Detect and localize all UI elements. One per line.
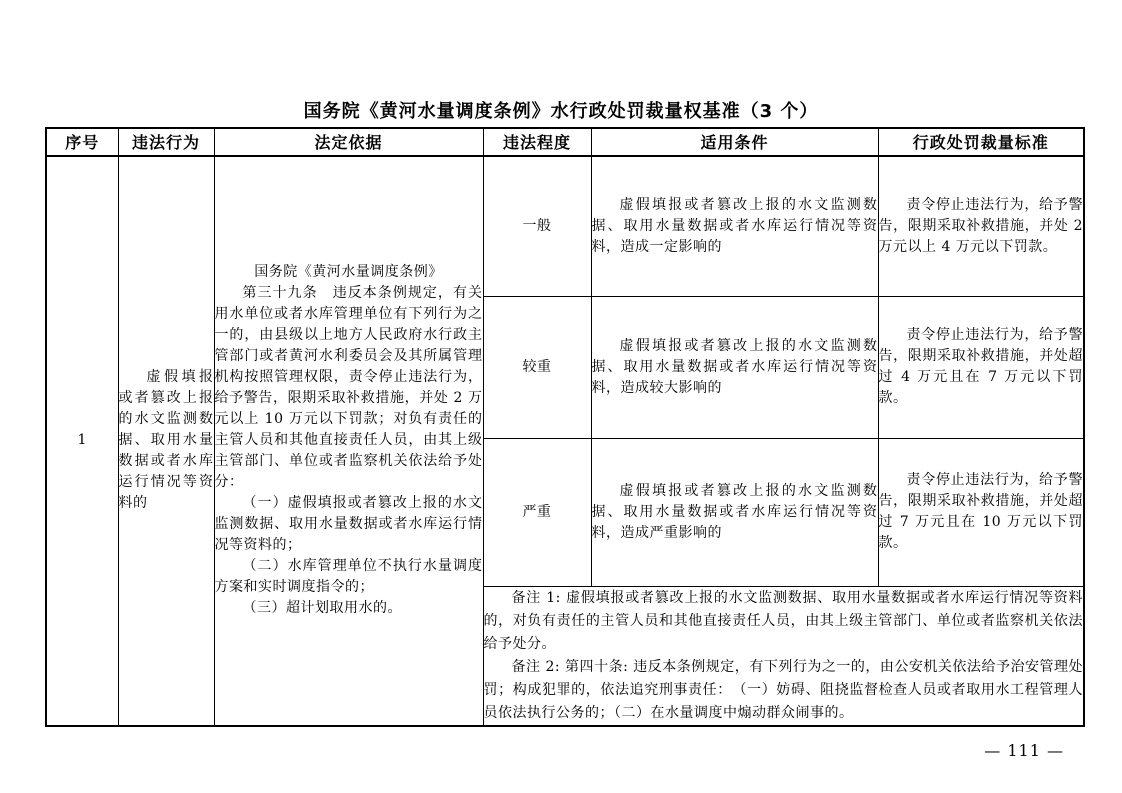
table-header-row xyxy=(46,128,1084,156)
basis-item-1: （一）虚假填报或者篡改上报的水文监测数据、取用水量数据或者水库运行情况等资料的； xyxy=(214,495,483,554)
condition-text-general: 虚假填报或者篡改上报的水文监测数据、取用水量数据或者水库运行情况等资料，造成一定影响的 xyxy=(591,196,878,255)
behavior-text: 虚假填报或者篡改上报的水文监测数据、取用水量数据或者水库运行情况等资料的 xyxy=(118,369,214,512)
page-number: — 111 — xyxy=(984,741,1064,760)
remark-1: 备注 1: 虚假填报或者篡改上报的水文监测数据、取用水量数据或者水库运行情况等资料的，对负有责任的主管人员和其他直接责任人员，由其上级主管部门、单位或者监察机关依法给予处分。 xyxy=(483,589,1083,652)
condition-cell-serious xyxy=(591,438,878,586)
penalty-discretion-table xyxy=(45,127,1085,727)
standard-text-serious: 责令停止违法行为，给予警告，限期采取补救措施，并处超过 7 万元且在 10 万元以下罚款。 xyxy=(878,472,1083,551)
header-penalty-standard: 行政处罚裁量标准 xyxy=(878,128,1084,156)
standard-text-heavier: 责令停止违法行为，给予警告，限期采取补救措施，并处超过 4 万元且在 7 万元以下罚款。 xyxy=(878,327,1083,406)
degree-cell-serious: 严重 xyxy=(483,438,591,586)
degree-cell-heavier: 较重 xyxy=(483,296,591,438)
header-behavior: 违法行为 xyxy=(118,128,214,156)
condition-text-serious: 虚假填报或者篡改上报的水文监测数据、取用水量数据或者水库运行情况等资料，造成严重影响的 xyxy=(591,482,878,541)
remark-2: 备注 2: 第四十条: 违反本条例规定，有下列行为之一的，由公安机关依法给予治安管理处罚；构成犯罪的，依法追究刑事责任： （一）妨碍、阻挠监督检查人员或者取用水工程管理人员依法执行公务的；（二）在水量调度中煽动群众闹事的。 xyxy=(483,658,1083,721)
header-applicable-condition: 适用条件 xyxy=(591,128,878,156)
standard-text-general: 责令停止违法行为，给予警告，限期采取补救措施，并处 2 万元以上 4 万元以下罚款。 xyxy=(878,196,1083,255)
condition-cell-heavier xyxy=(591,296,878,438)
standard-cell-serious xyxy=(878,438,1084,586)
condition-text-heavier: 虚假填报或者篡改上报的水文监测数据、取用水量数据或者水库运行情况等资料，造成较大影响的 xyxy=(591,337,878,396)
basis-item-2: （二）水库管理单位不执行水量调度方案和实时调度指令的； xyxy=(214,558,483,596)
seq-cell: 1 xyxy=(46,156,118,726)
page-title: 国务院《黄河水量调度条例》水行政处罚裁量权基准（3 个） xyxy=(303,101,819,122)
degree-cell-general: 一般 xyxy=(483,156,591,296)
remarks-cell xyxy=(483,586,1084,726)
header-violation-degree: 违法程度 xyxy=(483,128,591,156)
basis-article-39: 第三十九条 违反本条例规定，有关用水单位或者水库管理单位有下列行为之一的，由县级以上地方人民政府水行政主管部门或者黄河水利委员会及其所属管理机构按照管理权限，责令停止违法行为，给予警告，限期采取补救措施，并处 2 万元以上 10 万元以下罚款；对负有责任的主管人员和其他直接责任人员，由其上级主管部门、单位或者监察机关依法给予处分： xyxy=(214,285,483,491)
condition-cell-general xyxy=(591,156,878,296)
basis-regulation-title: 国务院《黄河水量调度条例》 xyxy=(254,264,443,281)
header-legal-basis: 法定依据 xyxy=(214,128,483,156)
behavior-cell xyxy=(118,156,214,726)
basis-item-3: （三）超计划取用水的。 xyxy=(242,600,402,617)
legal-basis-cell xyxy=(214,156,483,726)
header-seq: 序号 xyxy=(46,128,118,156)
standard-cell-general xyxy=(878,156,1084,296)
standard-cell-heavier xyxy=(878,296,1084,438)
table-row-general xyxy=(46,156,1084,296)
